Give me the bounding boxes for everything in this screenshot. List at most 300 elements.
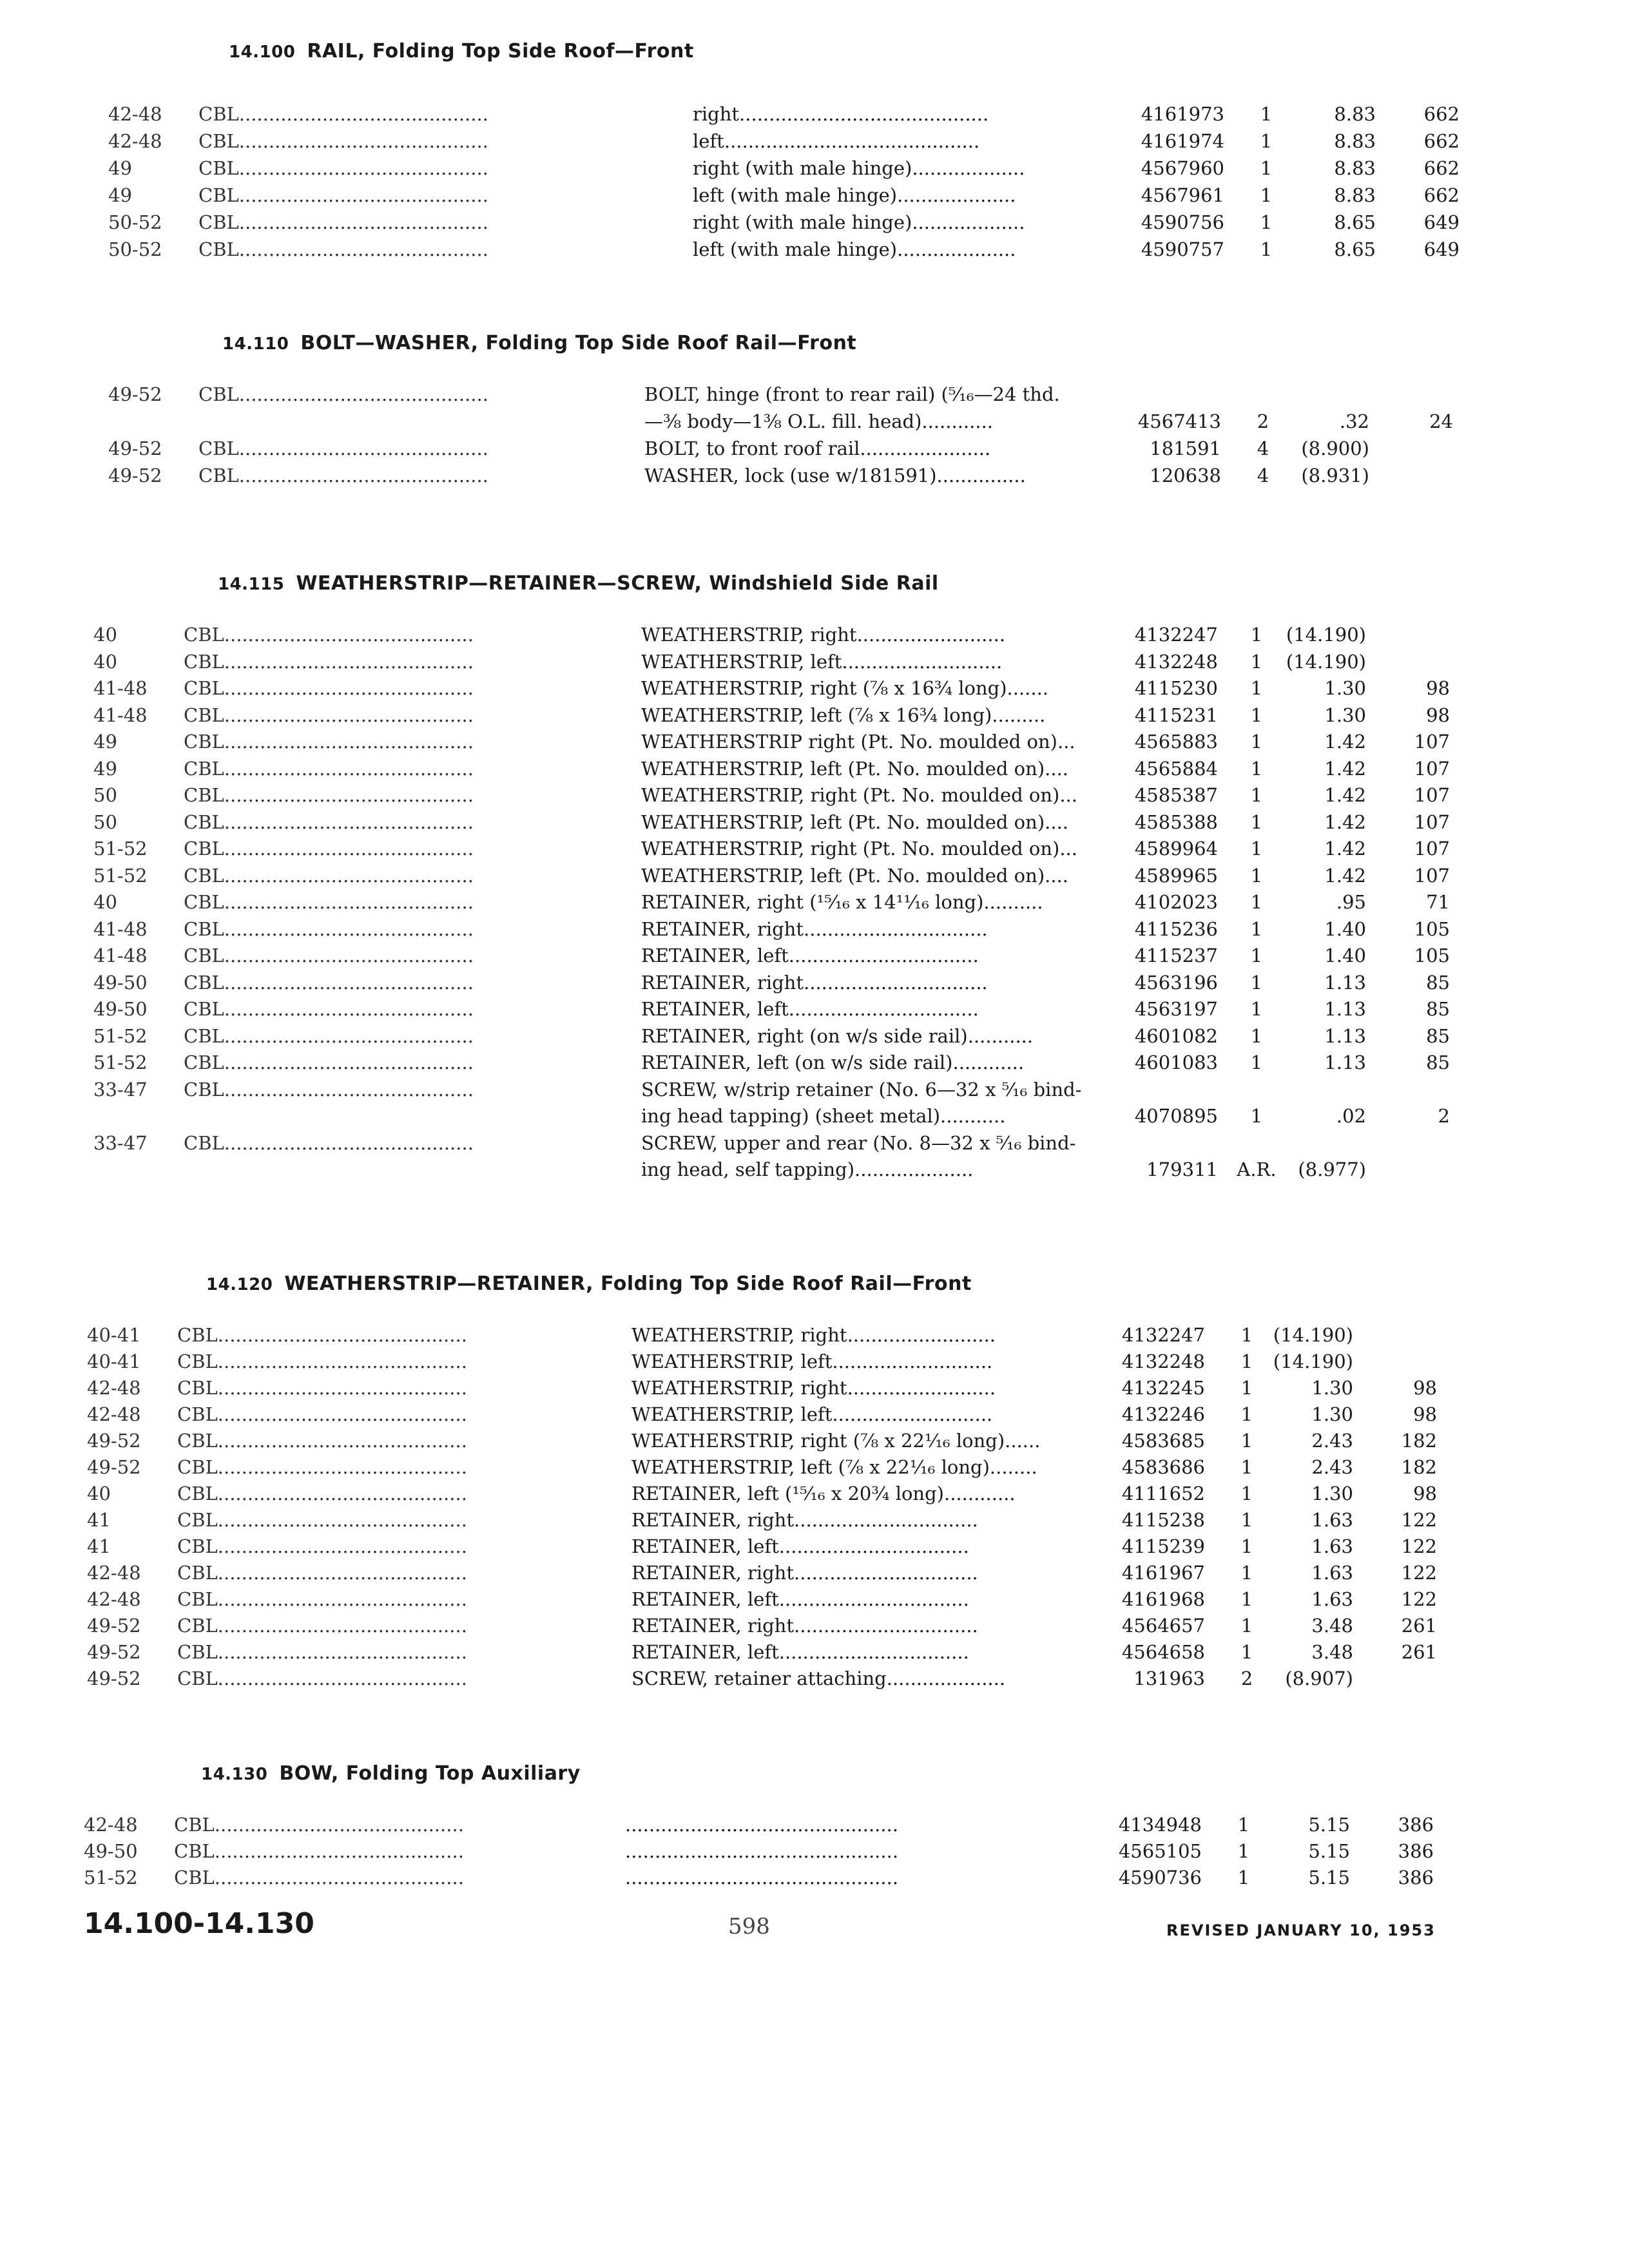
part-description: SCREW, retainer attaching.................... xyxy=(631,1667,1006,1689)
part-number: 4115238 xyxy=(1121,1509,1205,1531)
group-number: 107 xyxy=(1414,784,1450,806)
model-year: 50-52 xyxy=(108,238,162,260)
list-price: 1.13 xyxy=(1324,971,1366,994)
part-description: RETAINER, left (¹⁵⁄₁₆ x 20¾ long)............ xyxy=(631,1483,1016,1504)
quantity: 1 xyxy=(1250,704,1263,726)
parts-row xyxy=(93,945,1456,972)
model-year: 49-52 xyxy=(108,437,162,459)
part-number: 4601082 xyxy=(1134,1024,1218,1047)
group-number: 105 xyxy=(1414,918,1450,940)
parts-row xyxy=(93,1105,1456,1132)
list-price: 8.83 xyxy=(1334,103,1376,125)
quantity: 1 xyxy=(1237,1814,1250,1836)
part-number: 4115236 xyxy=(1134,918,1218,940)
quantity: 1 xyxy=(1240,1535,1253,1557)
section-title: WEATHERSTRIP—RETAINER, Folding Top Side Roof Rail—Front xyxy=(284,1273,972,1295)
parts-row xyxy=(93,1025,1456,1052)
part-description: RETAINER, right............................... xyxy=(641,971,988,994)
parts-row xyxy=(93,1079,1456,1106)
list-price: 1.13 xyxy=(1324,998,1366,1020)
body-model: CBL.......................................... xyxy=(177,1483,467,1504)
model-year: 41-48 xyxy=(93,918,148,940)
model-year: 41 xyxy=(87,1509,111,1531)
body-model: CBL.......................................... xyxy=(177,1535,467,1557)
quantity: 1 xyxy=(1250,757,1263,780)
quantity: 1 xyxy=(1240,1483,1253,1504)
list-price: 3.48 xyxy=(1311,1615,1353,1637)
part-description: WEATHERSTRIP, left (Pt. No. moulded on).... xyxy=(641,864,1069,887)
body-model: CBL.......................................... xyxy=(198,103,488,125)
section-heading xyxy=(229,40,694,62)
part-description: RETAINER, right............................... xyxy=(641,918,988,940)
part-number: 4111652 xyxy=(1121,1483,1205,1504)
quantity: 1 xyxy=(1260,130,1273,152)
model-year: 41-48 xyxy=(93,677,148,699)
section-title: BOLT—WASHER, Folding Top Side Roof Rail—Front xyxy=(300,332,857,354)
group-number: 85 xyxy=(1426,998,1450,1020)
list-price: 8.65 xyxy=(1334,211,1376,233)
list-price: 1.63 xyxy=(1311,1588,1353,1610)
body-model: CBL.......................................... xyxy=(198,437,488,459)
group-number: 98 xyxy=(1426,677,1450,699)
footer-revised-date: REVISED JANUARY 10, 1953 xyxy=(1166,1921,1436,1939)
group-number: 261 xyxy=(1401,1641,1437,1663)
part-description: WEATHERSTRIP, left (Pt. No. moulded on).... xyxy=(641,757,1069,780)
quantity: 1 xyxy=(1250,998,1263,1020)
list-price: 5.15 xyxy=(1308,1867,1350,1888)
group-number: 182 xyxy=(1401,1430,1437,1452)
quantity: 1 xyxy=(1250,731,1263,753)
list-price: .95 xyxy=(1336,891,1366,913)
model-year: 40 xyxy=(87,1483,111,1504)
part-description: WEATHERSTRIP, right......................... xyxy=(631,1377,996,1399)
quantity: 1 xyxy=(1250,811,1263,833)
part-description: RETAINER, left................................ xyxy=(631,1588,969,1610)
part-number: 4115231 xyxy=(1134,704,1218,726)
group-number: 107 xyxy=(1414,838,1450,860)
quantity: 1 xyxy=(1250,624,1263,646)
part-number: 4567960 xyxy=(1141,157,1224,179)
part-description: WEATHERSTRIP, right......................... xyxy=(631,1324,996,1346)
group-number: 386 xyxy=(1398,1867,1434,1888)
body-model: CBL.......................................... xyxy=(184,624,474,646)
group-number: 386 xyxy=(1398,1814,1434,1836)
parts-row xyxy=(108,410,1460,437)
group-number: 2 xyxy=(1438,1105,1450,1127)
list-price: 1.30 xyxy=(1311,1377,1353,1399)
list-price: 8.83 xyxy=(1334,130,1376,152)
quantity: 1 xyxy=(1250,677,1263,699)
body-model: CBL.......................................... xyxy=(184,945,474,966)
list-price: 1.30 xyxy=(1311,1483,1353,1504)
quantity: 1 xyxy=(1260,103,1273,125)
part-number: 4585387 xyxy=(1134,784,1218,806)
parts-row xyxy=(108,437,1460,465)
model-year: 49-52 xyxy=(87,1641,141,1663)
body-model: CBL.......................................... xyxy=(177,1588,467,1610)
body-model: CBL.......................................... xyxy=(174,1814,464,1836)
parts-row xyxy=(87,1588,1443,1615)
part-number: 4132247 xyxy=(1121,1324,1205,1346)
parts-row xyxy=(93,651,1456,678)
list-price: (8.900) xyxy=(1301,437,1369,459)
list-price: 1.42 xyxy=(1324,811,1366,833)
model-year: 33-47 xyxy=(93,1078,148,1100)
group-number: 122 xyxy=(1401,1535,1437,1557)
part-number: 4132247 xyxy=(1134,624,1218,646)
part-description: right (with male hinge)................... xyxy=(693,157,1025,179)
body-model: CBL.......................................... xyxy=(198,238,488,260)
parts-row xyxy=(93,918,1456,945)
list-price: (14.190) xyxy=(1273,1324,1353,1346)
list-price: 1.63 xyxy=(1311,1535,1353,1557)
section-heading xyxy=(201,1762,581,1785)
part-number: 4565105 xyxy=(1118,1840,1202,1862)
quantity: 1 xyxy=(1240,1588,1253,1610)
group-number: 85 xyxy=(1426,1024,1450,1047)
parts-row xyxy=(87,1377,1443,1404)
body-model: CBL.......................................... xyxy=(174,1840,464,1862)
list-price: 1.63 xyxy=(1311,1509,1353,1531)
list-price: 1.63 xyxy=(1311,1562,1353,1584)
part-description: WEATHERSTRIP, left (Pt. No. moulded on).... xyxy=(641,811,1069,833)
part-number: 181591 xyxy=(1150,437,1221,459)
model-year: 50-52 xyxy=(108,211,162,233)
parts-row xyxy=(87,1483,1443,1510)
part-description: WEATHERSTRIP, right (Pt. No. moulded on)... xyxy=(641,838,1077,860)
part-description: WEATHERSTRIP, left (⅞ x 16¾ long)......... xyxy=(641,704,1046,726)
parts-row xyxy=(93,784,1456,811)
part-description: WEATHERSTRIP, left........................... xyxy=(631,1350,993,1372)
list-price: (8.931) xyxy=(1301,465,1369,486)
body-model: CBL.......................................... xyxy=(184,1052,474,1073)
group-number: 122 xyxy=(1401,1509,1437,1531)
body-model: CBL.......................................... xyxy=(177,1667,467,1689)
part-description: left........................................... xyxy=(693,130,980,152)
quantity: 1 xyxy=(1250,971,1263,994)
body-model: CBL.......................................... xyxy=(184,971,474,994)
parts-row xyxy=(87,1641,1443,1668)
quantity: 1 xyxy=(1260,184,1273,206)
part-number: 4070895 xyxy=(1134,1105,1218,1127)
part-description: RETAINER, left................................ xyxy=(641,945,979,966)
quantity: 1 xyxy=(1260,211,1273,233)
body-model: CBL.......................................... xyxy=(184,918,474,940)
part-description: left (with male hinge).................... xyxy=(693,238,1016,260)
part-number: 4132248 xyxy=(1121,1350,1205,1372)
part-number: 4134948 xyxy=(1118,1814,1202,1836)
parts-row xyxy=(93,677,1456,704)
model-year: 42-48 xyxy=(87,1562,141,1584)
footer-page-number: 598 xyxy=(728,1914,770,1939)
model-year: 49-52 xyxy=(87,1667,141,1689)
section-number: 14.110 xyxy=(222,334,289,354)
parts-row xyxy=(93,1158,1456,1186)
part-description: BOLT, hinge (front to rear rail) (⁵⁄₁₆—24 thd. xyxy=(644,383,1060,405)
part-description: WEATHERSTRIP, left (⅞ x 22¹⁄₁₆ long)........ xyxy=(631,1456,1037,1478)
model-year: 40-41 xyxy=(87,1324,141,1346)
list-price: (14.190) xyxy=(1273,1350,1353,1372)
quantity: 1 xyxy=(1237,1840,1250,1862)
quantity: 1 xyxy=(1250,891,1263,913)
group-number: 107 xyxy=(1414,811,1450,833)
part-number: 4161974 xyxy=(1141,130,1224,152)
part-description: RETAINER, right (on w/s side rail)........... xyxy=(641,1024,1034,1047)
parts-row xyxy=(84,1867,1440,1894)
quantity: 1 xyxy=(1237,1867,1250,1888)
section-number: 14.120 xyxy=(206,1275,273,1294)
part-number: 4567413 xyxy=(1137,410,1221,432)
parts-row xyxy=(87,1430,1443,1457)
part-description: RETAINER, right (¹⁵⁄₁₆ x 14¹¹⁄₁₆ long).......... xyxy=(641,891,1043,913)
list-price: .32 xyxy=(1339,410,1369,432)
list-price: 2.43 xyxy=(1311,1430,1353,1452)
body-model: CBL.......................................... xyxy=(177,1615,467,1637)
parts-row xyxy=(93,838,1456,865)
group-number: 182 xyxy=(1401,1456,1437,1478)
group-number: 122 xyxy=(1401,1588,1437,1610)
part-description: RETAINER, left................................ xyxy=(631,1641,969,1663)
part-description: .............................................. xyxy=(625,1814,899,1836)
part-description: WEATHERSTRIP, right (⅞ x 16¾ long)....... xyxy=(641,677,1049,699)
parts-row xyxy=(93,1052,1456,1079)
body-model: CBL.......................................... xyxy=(184,757,474,780)
section-heading xyxy=(206,1273,972,1295)
parts-row xyxy=(87,1350,1443,1378)
list-price: 8.83 xyxy=(1334,157,1376,179)
model-year: 41-48 xyxy=(93,704,148,726)
quantity: 1 xyxy=(1240,1509,1253,1531)
list-price: (8.977) xyxy=(1298,1158,1366,1180)
list-price: 1.42 xyxy=(1324,731,1366,753)
quantity: 1 xyxy=(1240,1562,1253,1584)
section-number: 14.115 xyxy=(218,575,285,594)
model-year: 42-48 xyxy=(108,103,162,125)
list-price: (8.907) xyxy=(1285,1667,1353,1689)
parts-row xyxy=(87,1562,1443,1589)
part-description: WEATHERSTRIP right (Pt. No. moulded on)... xyxy=(641,731,1075,753)
group-number: 662 xyxy=(1423,130,1460,152)
quantity: 2 xyxy=(1240,1667,1253,1689)
list-price: 5.15 xyxy=(1308,1840,1350,1862)
part-number: 4583686 xyxy=(1121,1456,1205,1478)
parts-row xyxy=(93,811,1456,838)
model-year: 49-52 xyxy=(108,465,162,486)
list-price: 1.42 xyxy=(1324,784,1366,806)
list-price: 1.40 xyxy=(1324,945,1366,966)
model-year: 40-41 xyxy=(87,1350,141,1372)
body-model: CBL.......................................... xyxy=(184,704,474,726)
model-year: 40 xyxy=(93,891,117,913)
list-price: 1.30 xyxy=(1311,1403,1353,1425)
body-model: CBL.......................................... xyxy=(184,731,474,753)
parts-row xyxy=(93,624,1456,651)
list-price: 8.65 xyxy=(1334,238,1376,260)
parts-row xyxy=(87,1324,1443,1351)
list-price: 3.48 xyxy=(1311,1641,1353,1663)
model-year: 49 xyxy=(93,757,117,780)
part-description: WEATHERSTRIP, right (Pt. No. moulded on)... xyxy=(641,784,1077,806)
part-description: right (with male hinge)................... xyxy=(693,211,1025,233)
model-year: 49 xyxy=(93,731,117,753)
group-number: 107 xyxy=(1414,864,1450,887)
body-model: CBL.......................................... xyxy=(198,211,488,233)
body-model: CBL.......................................... xyxy=(177,1430,467,1452)
quantity: 4 xyxy=(1257,437,1269,459)
body-model: CBL.......................................... xyxy=(177,1641,467,1663)
part-number: 4589964 xyxy=(1134,838,1218,860)
body-model: CBL.......................................... xyxy=(198,465,488,486)
section-heading xyxy=(218,572,939,595)
quantity: 4 xyxy=(1257,465,1269,486)
parts-row xyxy=(93,758,1456,785)
quantity: 1 xyxy=(1250,864,1263,887)
part-number: 4132248 xyxy=(1134,650,1218,673)
part-number: 4161973 xyxy=(1141,103,1224,125)
part-description: .............................................. xyxy=(625,1840,899,1862)
quantity: A.R. xyxy=(1237,1158,1277,1180)
part-number: 4132246 xyxy=(1121,1403,1205,1425)
parts-row xyxy=(93,998,1456,1025)
section-title: BOW, Folding Top Auxiliary xyxy=(279,1762,581,1785)
body-model: CBL.......................................... xyxy=(184,838,474,860)
body-model: CBL.......................................... xyxy=(198,383,488,405)
group-number: 85 xyxy=(1426,971,1450,994)
model-year: 49-52 xyxy=(108,383,162,405)
part-number: 4583685 xyxy=(1121,1430,1205,1452)
section-number: 14.100 xyxy=(229,43,296,62)
body-model: CBL.......................................... xyxy=(177,1456,467,1478)
part-number: 4564657 xyxy=(1121,1615,1205,1637)
body-model: CBL.......................................... xyxy=(184,1131,474,1154)
part-number: 4585388 xyxy=(1134,811,1218,833)
part-number: 4563196 xyxy=(1134,971,1218,994)
parts-row xyxy=(87,1535,1443,1562)
group-number: 649 xyxy=(1423,238,1460,260)
part-number: 4590757 xyxy=(1141,238,1224,260)
parts-row xyxy=(87,1667,1443,1695)
model-year: 51-52 xyxy=(93,864,148,887)
list-price: 2.43 xyxy=(1311,1456,1353,1478)
part-description: ing head, self tapping).................... xyxy=(641,1158,974,1180)
part-description: WASHER, lock (use w/181591)............... xyxy=(644,465,1026,486)
quantity: 1 xyxy=(1260,157,1273,179)
part-number: 4590756 xyxy=(1141,211,1224,233)
part-description: RETAINER, left................................ xyxy=(641,998,979,1020)
group-number: 98 xyxy=(1413,1483,1437,1504)
quantity: 1 xyxy=(1250,1024,1263,1047)
part-description: —⅜ body—1⅜ O.L. fill. head)............ xyxy=(644,410,994,432)
quantity: 1 xyxy=(1240,1430,1253,1452)
list-price: 1.13 xyxy=(1324,1052,1366,1073)
body-model: CBL.......................................... xyxy=(177,1324,467,1346)
body-model: CBL.......................................... xyxy=(174,1867,464,1888)
part-number: 4161968 xyxy=(1121,1588,1205,1610)
part-description: WEATHERSTRIP, right (⅞ x 22¹⁄₁₆ long)...... xyxy=(631,1430,1041,1452)
model-year: 42-48 xyxy=(87,1403,141,1425)
parts-row xyxy=(93,1132,1456,1159)
quantity: 1 xyxy=(1240,1350,1253,1372)
model-year: 49-52 xyxy=(87,1456,141,1478)
body-model: CBL.......................................... xyxy=(177,1562,467,1584)
model-year: 51-52 xyxy=(84,1867,138,1888)
group-number: 98 xyxy=(1413,1377,1437,1399)
quantity: 1 xyxy=(1240,1456,1253,1478)
part-description: ing head tapping) (sheet metal)........... xyxy=(641,1105,1006,1127)
body-model: CBL.......................................... xyxy=(184,1024,474,1047)
quantity: 1 xyxy=(1250,918,1263,940)
model-year: 49-50 xyxy=(93,998,148,1020)
body-model: CBL.......................................... xyxy=(198,157,488,179)
list-price: 1.30 xyxy=(1324,704,1366,726)
quantity: 1 xyxy=(1250,650,1263,673)
parts-row xyxy=(108,130,1466,157)
model-year: 40 xyxy=(93,650,117,673)
part-description: RETAINER, right............................... xyxy=(631,1562,978,1584)
body-model: CBL.......................................... xyxy=(184,1078,474,1100)
part-number: 4115230 xyxy=(1134,677,1218,699)
body-model: CBL.......................................... xyxy=(184,811,474,833)
part-description: SCREW, w/strip retainer (No. 6—32 x ⁵⁄₁₆ bind- xyxy=(641,1078,1082,1100)
list-price: 1.13 xyxy=(1324,1024,1366,1047)
part-description: SCREW, upper and rear (No. 8—32 x ⁵⁄₁₆ bind- xyxy=(641,1131,1076,1154)
list-price: 1.40 xyxy=(1324,918,1366,940)
parts-row xyxy=(93,891,1456,918)
model-year: 51-52 xyxy=(93,838,148,860)
model-year: 49 xyxy=(108,157,132,179)
model-year: 42-48 xyxy=(87,1377,141,1399)
body-model: CBL.......................................... xyxy=(198,184,488,206)
part-number: 4563197 xyxy=(1134,998,1218,1020)
quantity: 1 xyxy=(1250,1052,1263,1073)
parts-row xyxy=(87,1456,1443,1483)
list-price: (14.190) xyxy=(1286,650,1366,673)
list-price: 1.30 xyxy=(1324,677,1366,699)
group-number: 107 xyxy=(1414,757,1450,780)
part-description: WEATHERSTRIP, right......................... xyxy=(641,624,1006,646)
section-title: RAIL, Folding Top Side Roof—Front xyxy=(307,40,694,62)
part-number: 4589965 xyxy=(1134,864,1218,887)
parts-row xyxy=(93,704,1456,731)
body-model: CBL.......................................... xyxy=(177,1509,467,1531)
part-number: 4115239 xyxy=(1121,1535,1205,1557)
model-year: 49-52 xyxy=(87,1430,141,1452)
group-number: 386 xyxy=(1398,1840,1434,1862)
part-number: 4132245 xyxy=(1121,1377,1205,1399)
part-number: 4564658 xyxy=(1121,1641,1205,1663)
list-price: 1.42 xyxy=(1324,757,1366,780)
part-description: WEATHERSTRIP, left........................... xyxy=(641,650,1003,673)
quantity: 1 xyxy=(1240,1403,1253,1425)
parts-row xyxy=(108,157,1466,184)
parts-row xyxy=(84,1840,1440,1867)
list-price: 1.42 xyxy=(1324,838,1366,860)
part-number: 4601083 xyxy=(1134,1052,1218,1073)
body-model: CBL.......................................... xyxy=(184,998,474,1020)
part-number: 4590736 xyxy=(1118,1867,1202,1888)
parts-row xyxy=(108,211,1466,238)
group-number: 105 xyxy=(1414,945,1450,966)
quantity: 1 xyxy=(1260,238,1273,260)
model-year: 41-48 xyxy=(93,945,148,966)
parts-row xyxy=(108,103,1466,130)
list-price: .02 xyxy=(1336,1105,1366,1127)
model-year: 50 xyxy=(93,811,117,833)
quantity: 1 xyxy=(1250,1105,1263,1127)
model-year: 42-48 xyxy=(84,1814,138,1836)
quantity: 1 xyxy=(1240,1615,1253,1637)
list-price: 8.83 xyxy=(1334,184,1376,206)
